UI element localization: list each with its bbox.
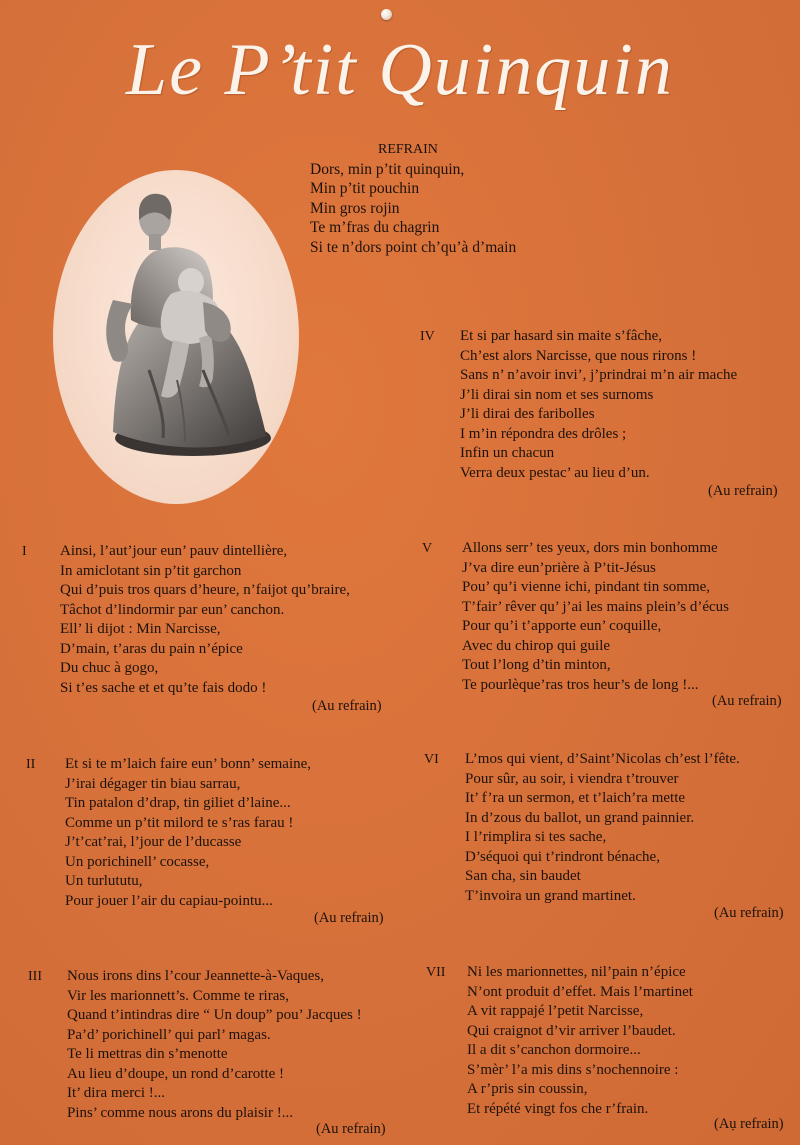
refrain-block [310,140,610,257]
stanza-line: Si t’es sache et et qu’te fais dodo ! [60,679,267,696]
stanza-line: N’ont produit d’effet. Mais l’martinet [467,983,693,1000]
stanza-line: Et si te m’laich faire eun’ bonn’ semaine, [65,756,312,772]
stanza-number: II [26,757,36,772]
stanza-line: Te pourlèque’ras tros heur’s de long !... [462,676,699,693]
stanza-line: D’main, t’aras du pain n’épice [60,640,243,657]
stanza-number: III [28,969,42,984]
stanza-6 [424,750,798,930]
pushpin-icon [381,9,392,20]
stanza-line: T’fair’ rêver qu’ j’ai les mains plein’s d’écus [462,598,729,615]
stanza-line: Et répété vingt fos che r’frain. [467,1100,649,1117]
stanza-line: Tâchot d’lindormir par eun’ canchon. [60,601,285,618]
stanza-line: J’t’cat’rai, l’jour de l’ducasse [65,834,242,850]
stanza-line: Te li mettras din s’menotte [67,1046,228,1062]
page-title: Le P’tit Quinquin [126,29,674,111]
stanza-line: Avec du chirop qui guile [462,637,611,654]
stanza-line: Au lieu d’doupe, un rond d’carotte ! [67,1065,285,1082]
au-refrain-marker: (Au refrain) [314,910,384,926]
stanza-line: J’irai dégager tin biau sarrau, [65,775,241,792]
stanza-number: IV [420,329,435,344]
stanza-line: Ainsi, l’aut’jour eun’ pauv dintellière, [60,543,288,559]
au-refrain-marker: (Au refrain) [712,693,782,709]
au-refrain-marker: (Au refrain) [708,483,778,499]
stanza-line: J’li dirai des faribolles [460,406,595,422]
stanza-number: VI [424,752,439,767]
stanza-line: In amiclotant sin p’tit garchon [60,562,242,579]
stanza-line: Tout l’long d’tin minton, [462,657,611,673]
statue-mother-and-child-icon [53,170,299,504]
stanza-7 [426,963,798,1143]
stanza-5 [422,539,798,719]
stanza-line: San cha, sin baudet [465,868,581,884]
refrain-line: Si te n’dors point ch’qu’à d’main [310,238,517,256]
stanza-line: D’séquoi qui t’rindront bénache, [465,848,660,865]
stanza-line: Qui craignot d’vir arriver l’baudet. [467,1022,676,1039]
stanza-line: Et si par hasard sin maite s’fâche, [460,328,663,344]
stanza-line: T’invoira un grand martinet. [465,887,636,904]
stanza-4 [420,327,796,507]
refrain-line: Min p’tit pouchin [310,180,420,197]
stanza-line: S’mèr’ l’a mis dins s’nochennoire : [467,1061,679,1078]
stanza-line: Pins’ comme nous arons du plaisir !... [67,1104,293,1121]
stanza-line: Du chuc à gogo, [60,660,159,676]
stanza-number: I [22,544,27,559]
stanza-line: Ni les marionnettes, nil’pain n’épice [467,964,686,980]
stanza-line: Il a dit s’canchon dormoire... [467,1042,641,1058]
stanza-line: Ch’est alors Narcisse, que nous rirons ! [460,347,697,364]
stanza-line: Un porichinell’ cocasse, [65,853,210,870]
stanza-line: Pour qu’i t’apporte eun’ coquille, [462,618,662,634]
au-refrain-marker: (Au refrain) [714,905,784,921]
stanza-line: Nous irons dins l’cour Jeannette-à-Vaques, [67,968,325,984]
stanza-line: L’mos qui vient, d’Saint’Nicolas ch’est l’fête. [465,751,740,767]
stanza-line: Tin patalon d’drap, tin giliet d’laine... [65,795,291,811]
stanza-line: Pou’ qu’i vienne ichi, pindant tin somme, [462,579,711,595]
stanza-line: Pour jouer l’air du capiau-pointu... [65,892,273,909]
stanza-line: Qui d’puis tros quars d’heure, n’faijot qu’braire, [60,582,350,598]
au-refrain-marker: (Aụ refrain) [714,1116,784,1132]
stanza-line: Infin un chacun [460,445,555,461]
refrain-line: Te m’fras du chagrin [310,219,440,236]
stanza-line: In d’zous du ballot, un grand painnier. [465,809,695,826]
stanza-line: It’ dira merci !... [67,1085,166,1101]
refrain-line: Min gros rojin [310,199,400,217]
stanza-number: VII [426,965,446,980]
stanza-line: J’va dire eun’prière à P’tit-Jésus [462,559,656,576]
stanza-line: I m’in répondra des drôles ; [460,425,627,442]
stanza-1 [22,542,402,722]
stanza-line: J’li dirai sin nom et ses surnoms [460,386,654,403]
stanza-number: V [422,541,433,556]
stanza-line: Allons serr’ tes yeux, dors min bonhomme [462,540,718,556]
au-refrain-marker: (Au refrain) [312,698,382,714]
stanza-2 [26,755,406,935]
stanza-line: Ell’ li dijot : Min Narcisse, [60,621,221,637]
stanza-line: Pa’d’ porichinell’ qui parl’ magas. [67,1026,271,1043]
au-refrain-marker: (Au refrain) [316,1121,386,1137]
stanza-line: Sans n’ n’avoir invi’, j’prindrai m’n air mache [460,367,738,383]
stanza-line: Pour sûr, au soir, i viendra t’trouver [465,770,679,787]
stanza-line: Verra deux pestac’ au lieu d’un. [460,464,650,481]
stanza-line: A r’pris sin coussin, [467,1081,588,1097]
stanza-line: Quand t’intindras dire “ Un doup” pou’ Jacques ! [67,1007,362,1023]
refrain-line: Dors, min p’tit quinquin, [310,160,465,178]
stanza-line: Comme un p’tit milord te s’ras farau ! [65,814,294,831]
stanza-line: Vir les marionnett’s. Comme te riras, [67,987,289,1004]
stanza-line: A vit rappajé l’petit Narcisse, [467,1003,644,1019]
stanza-line: Un turlututu, [65,873,143,889]
stanza-line: It’ f’ra un sermon, et t’laich’ra mette [465,790,686,806]
stanza-line: I l’rimplira si tes sache, [465,829,607,845]
stanza-3 [28,967,408,1142]
refrain-heading: REFRAIN [378,142,438,157]
